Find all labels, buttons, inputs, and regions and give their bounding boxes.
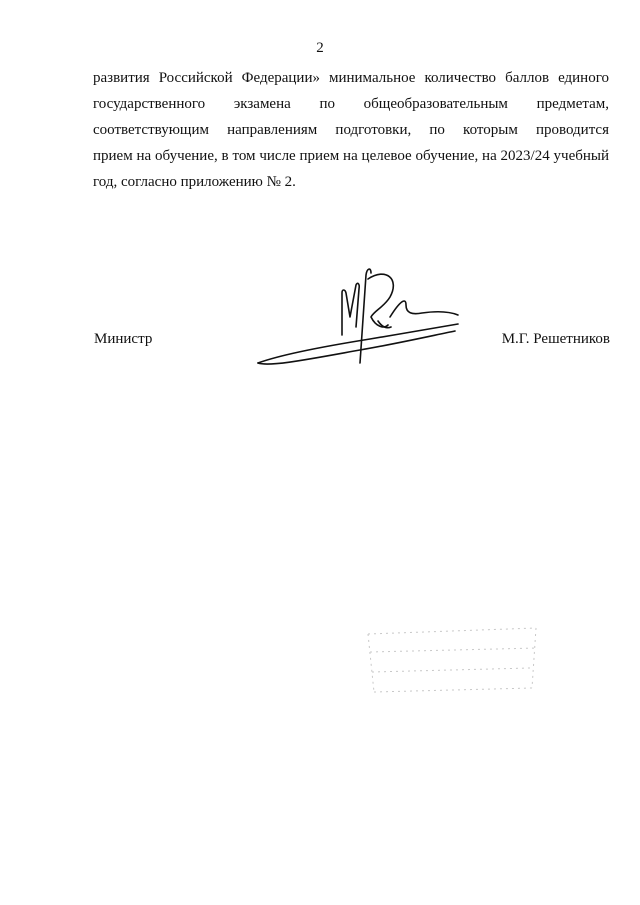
signer-title: Министр xyxy=(94,331,153,347)
page-number: 2 xyxy=(316,40,324,56)
signature-block xyxy=(0,255,640,385)
paragraph-line: развития Российской Федерации» минимальное количество баллов единого xyxy=(93,70,609,86)
paragraph-line: прием на обучение, в том числе прием на целевое обучение, на 2023/24 учебный xyxy=(93,148,609,164)
paragraph-line: год, согласно приложению № 2. xyxy=(93,174,296,190)
faint-stamp-impression xyxy=(360,622,550,702)
paragraph-line: соответствующим направлениям подготовки, по которым проводится xyxy=(93,122,609,138)
signer-name: М.Г. Решетников xyxy=(501,331,610,347)
handwritten-signature xyxy=(250,255,470,375)
paragraph-line: государственного экзамена по общеобразовательным предметам, xyxy=(93,96,609,112)
body-paragraph xyxy=(93,65,609,195)
